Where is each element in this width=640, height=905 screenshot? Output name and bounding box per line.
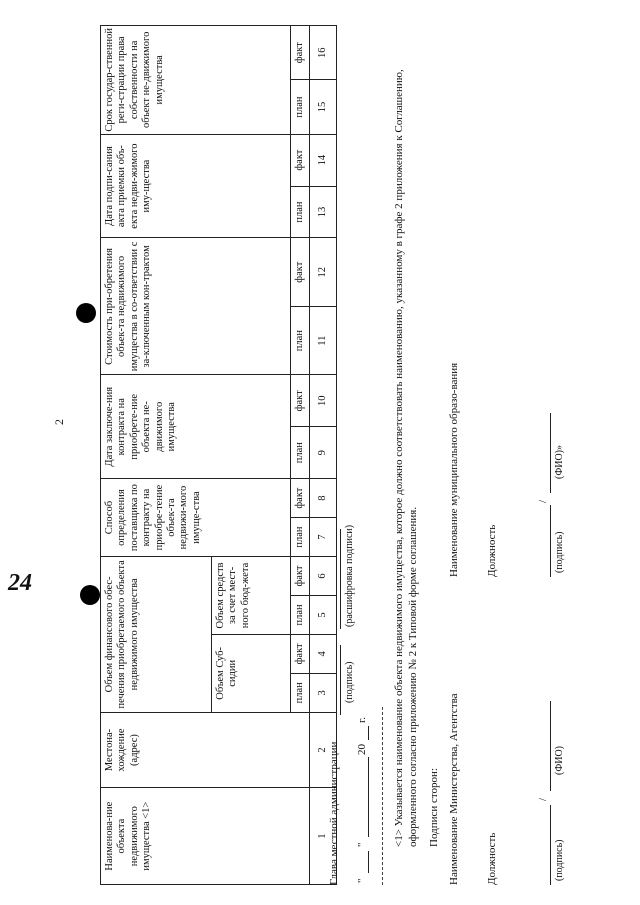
date-day-line xyxy=(368,851,369,873)
date-dotted-line xyxy=(382,707,383,885)
header-finance: Объем финансового обес-печения приобретаемого объекта недвижимого имущества xyxy=(101,557,212,713)
header-act-date: Дата подпи-сания акта приемки объ-екта недви-жимого иму-щества xyxy=(101,134,291,238)
rotated-page xyxy=(30,15,590,895)
plan-label: план xyxy=(291,80,310,134)
column-number: 8 xyxy=(310,479,337,518)
handwritten-page-mark: 24 xyxy=(8,570,32,596)
header-finance-subsidy: Объем Суб-сидии xyxy=(212,634,291,712)
header-cost: Стоимость при-обретения объек-та недвижимого имущества в со-ответствии с за-ключенным кон-трактом xyxy=(101,238,291,375)
right-fio-line xyxy=(550,413,551,493)
left-sign-caption: (подпись) xyxy=(554,839,565,881)
date-quote-close: " xyxy=(356,842,368,847)
column-number: 9 xyxy=(310,427,337,479)
column-number: 10 xyxy=(310,375,337,427)
head-transcript-line xyxy=(340,529,341,629)
date-year-suffix: г. xyxy=(356,716,368,723)
column-number: 13 xyxy=(310,186,337,238)
right-fio-caption: (ФИО)» xyxy=(554,444,565,479)
header-method: Способ определения поставщика по контракту на приобре-тение объек-та недвижи-мого имуще-ства xyxy=(101,479,291,557)
column-number: 3 xyxy=(310,673,337,712)
date-quote-open: " xyxy=(356,878,368,883)
header-registration: Срок государ-ственной реги-страции права собственности на объект не-движимого имущества xyxy=(101,26,291,135)
punch-hole-left xyxy=(80,585,100,605)
header-name: Наименова-ние объекта недвижимого имущества <1> xyxy=(101,788,310,885)
head-sign-caption: (подпись) xyxy=(344,661,355,703)
left-fio-line xyxy=(550,701,551,791)
head-label: Глава местной администрации xyxy=(328,741,340,885)
head-transcript-caption: (расшифровка подписи) xyxy=(344,524,355,627)
fact-label: факт xyxy=(291,26,310,80)
right-sign-caption: (подпись) xyxy=(554,531,565,573)
column-number: 2 xyxy=(310,712,337,788)
plan-label: план xyxy=(291,673,310,712)
column-number: 4 xyxy=(310,634,337,673)
fact-label: факт xyxy=(291,479,310,518)
column-number: 15 xyxy=(310,80,337,134)
column-number: 6 xyxy=(310,557,337,596)
date-year-line xyxy=(368,726,369,740)
plan-label: план xyxy=(291,427,310,479)
plan-label: план xyxy=(291,306,310,374)
left-fio-caption: (ФИО) xyxy=(554,745,565,775)
fact-label: факт xyxy=(291,134,310,186)
column-number: 1 xyxy=(310,788,337,885)
column-number: 12 xyxy=(310,238,337,306)
column-number: 7 xyxy=(310,518,337,557)
position-label-right: Должность xyxy=(486,524,498,577)
head-sign-line xyxy=(340,645,341,715)
header-contract-date: Дата заключе-ния контракта на приобрете-ние объекта не-движимого имущества xyxy=(101,375,291,479)
date-year-prefix: 20 xyxy=(356,744,368,755)
plan-label: план xyxy=(291,518,310,557)
plan-label: план xyxy=(291,186,310,238)
position-label-left: Должность xyxy=(486,832,498,885)
fact-label: факт xyxy=(291,238,310,306)
right-slash: / xyxy=(537,499,549,503)
header-location: Местона-хождение (адрес) xyxy=(101,712,310,788)
column-number: 14 xyxy=(310,134,337,186)
plan-label: план xyxy=(291,596,310,635)
page-number: 2 xyxy=(52,419,66,425)
parties-label: Подписи сторон: xyxy=(428,767,440,847)
fact-label: факт xyxy=(291,557,310,596)
date-month-line xyxy=(368,757,369,837)
column-number: 11 xyxy=(310,306,337,374)
right-sign-line xyxy=(550,505,551,577)
municipality-label: Наименование муниципального образо-вания xyxy=(448,362,460,577)
left-sign-line xyxy=(550,805,551,885)
fact-label: факт xyxy=(291,634,310,673)
column-number: 5 xyxy=(310,596,337,635)
fact-label: факт xyxy=(291,375,310,427)
ministry-label: Наименование Министерства, Агентства xyxy=(448,693,460,885)
header-finance-local: Объем средств за счет мест-ного бюд-жета xyxy=(212,557,291,635)
punch-hole-right xyxy=(76,303,96,323)
left-slash: / xyxy=(537,797,549,801)
property-table xyxy=(100,25,337,885)
column-number: 16 xyxy=(310,26,337,80)
footnote: <1> Указывается наименование объекта недвижимого имущества, которое должно соответствовать наименованию, указанному в графе 2 приложения к Соглашению, оформленного согласно приложению № 2 к Типовой форме соглашения. xyxy=(393,69,420,847)
